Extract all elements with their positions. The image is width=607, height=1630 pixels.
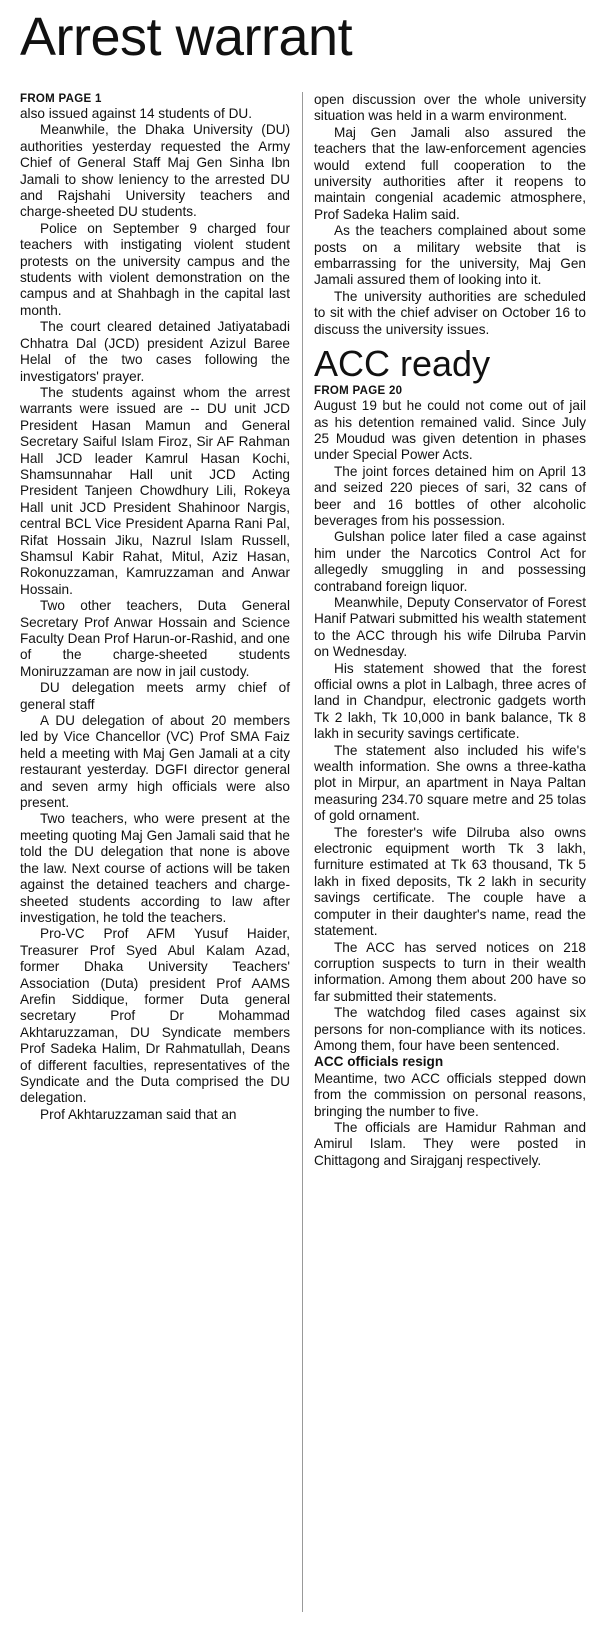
paragraph: The court cleared detained Jatiyatabadi Chhatra Dal (JCD) president Azizul Baree Helal of the two cases following the investigators' prayer. xyxy=(20,319,290,384)
paragraph: August 19 but he could not come out of jail as his detention remained valid. Since July 25 Moudud was given detention in phases under Special Power Acts. xyxy=(314,398,586,463)
paragraph: The officials are Hamidur Rahman and Amirul Islam. They were posted in Chittagong and Sirajganj respectively. xyxy=(314,1119,586,1168)
paragraph: Maj Gen Jamali also assured the teachers that the law-enforcement agencies would extend full cooperation to the university authorities after it reopens to maintain congenial academic atmosphere, Prof Sadeka Halim said. xyxy=(314,124,586,222)
paragraph: Meanwhile, Deputy Conservator of Forest Hanif Patwari submitted his wealth statement to the ACC through his wife Dilruba Parvin on Wednesday. xyxy=(314,594,586,660)
column-divider xyxy=(302,92,303,1612)
paragraph: The statement also included his wife's wealth information. She owns a three-katha plot in Mirpur, an apartment in Naya Paltan measuring 234.70 square metre and 25 tolas of gold ornament. xyxy=(314,742,586,824)
paragraph: Pro-VC Prof AFM Yusuf Haider, Treasurer Prof Syed Abul Kalam Azad, former Dhaka University Teachers' Association (Duta) president Prof AAMS Arefin Siddique, former Duta general secretary Prof Dr Mohammad Akhtaruzzaman, DU Syndicate members Prof Sadeka Halim, Dr Rahmatullah, Deans of different faculties, representatives of the Syndicate and the Duta comprised the DU delegation. xyxy=(20,926,290,1106)
paragraph: The joint forces detained him on April 13 and seized 220 pieces of sari, 32 cans of beer and 16 bottles of other alcoholic beverages from his possession. xyxy=(314,463,586,528)
left-column xyxy=(20,92,290,1123)
paragraph: Two other teachers, Duta General Secretary Prof Anwar Hossain and Science Faculty Dean Prof Harun-or-Rashid, and one of the charge-sheeted students Moniruzzaman are now in jail custody. xyxy=(20,598,290,679)
subhead-acc-officials-resign: ACC officials resign xyxy=(314,1054,444,1070)
second-headline: ACC ready xyxy=(314,343,491,385)
paragraph: Gulshan police later filed a case against him under the Narcotics Control Act for allegedly smuggling in and possessing contraband foreign liquor. xyxy=(314,529,586,594)
paragraph: Police on September 9 charged four teachers with instigating violent student protests on the university campus and the students with violent demonstration on the campus and at Shahbagh in the capital last month. xyxy=(20,220,290,318)
paragraph: The students against whom the arrest warrants were issued are -- DU unit JCD President Hasan Mamun and General Secretary Saiful Islam Firoz, Sir AF Rahman Hall JCD leader Kamrul Hasan Kochi, Shamsunnahar Hall unit JCD Acting President Tanjeen Chowdhury Lili, Rokeya Hall unit JCD President Shahinoor Nargis, central BCL Vice President Aparna Rani Pal, Rifat Hossain Jiku, Nazrul Islam Russell, Shamsul Kabir Rahat, Mitul, Aziz Hasan, Rokonuzzaman, Kamruzzaman and Anwar Hossain. xyxy=(20,384,290,597)
kicker-from-page-20: FROM PAGE 20 xyxy=(314,385,403,398)
paragraph: The ACC has served notices on 218 corruption suspects to turn in their wealth information. Among them about 200 have so far submitted their statements. xyxy=(314,939,586,1004)
paragraph: The forester's wife Dilruba also owns electronic equipment worth Tk 3 lakh, furniture estimated at Tk 63 thousand, Tk 5 lakh in fixed deposits, Tk 2 lakh in security savings certificate. The couple have a computer in their daughter's name, read the statement. xyxy=(314,824,586,939)
paragraph: Prof Akhtaruzzaman said that an xyxy=(40,1106,237,1122)
kicker-from-page-1: FROM PAGE 1 xyxy=(20,93,102,105)
paragraph: A DU delegation of about 20 members led by Vice Chancellor (VC) Prof SMA Faiz held a meeting with Maj Gen Jamali at a city restaurant yesterday. DGFI director general and seven army high officials were also present. xyxy=(20,713,290,811)
section-intro: DU delegation meets army chief of general staff xyxy=(20,680,290,712)
paragraph: As the teachers complained about some posts on a military website that is embarrassing for the university, Maj Gen Jamali assured them of looking into it. xyxy=(314,223,586,288)
paragraph: Two teachers, who were present at the meeting quoting Maj Gen Jamali said that he told the DU delegation that none is above the law. Next course of actions will be taken against the detained teachers and charge-sheeted students according to law after investigation, he told the teachers. xyxy=(20,811,290,925)
paragraph: His statement showed that the forest official owns a plot in Lalbagh, three acres of land in Chandpur, electronic gadgets worth Tk 2 lakh, Tk 10,000 in bank balance, Tk 8 lakh in security savings certificate. xyxy=(314,660,586,742)
paragraph: open discussion over the whole university situation was held in a warm environment. xyxy=(314,92,586,124)
paragraph: Meantime, two ACC officials stepped down from the commission on personal reasons, bringing the number to five. xyxy=(314,1070,586,1119)
right-column xyxy=(314,92,586,1169)
paragraph: The watchdog filed cases against six persons for non-compliance with its notices. Among them, four have been sentenced. xyxy=(314,1005,586,1053)
paragraph: Meanwhile, the Dhaka University (DU) authorities yesterday requested the Army Chief of General Staff Maj Gen Sinha Ibn Jamali to show leniency to the arrested DU and Rajshahi University teachers and charge-sheeted DU students. xyxy=(20,122,290,220)
headline: Arrest warrant xyxy=(20,7,353,67)
paragraph: The university authorities are scheduled to sit with the chief adviser on October 16 to discuss the university issues. xyxy=(314,288,586,337)
paragraph: also issued against 14 students of DU. xyxy=(20,106,252,121)
